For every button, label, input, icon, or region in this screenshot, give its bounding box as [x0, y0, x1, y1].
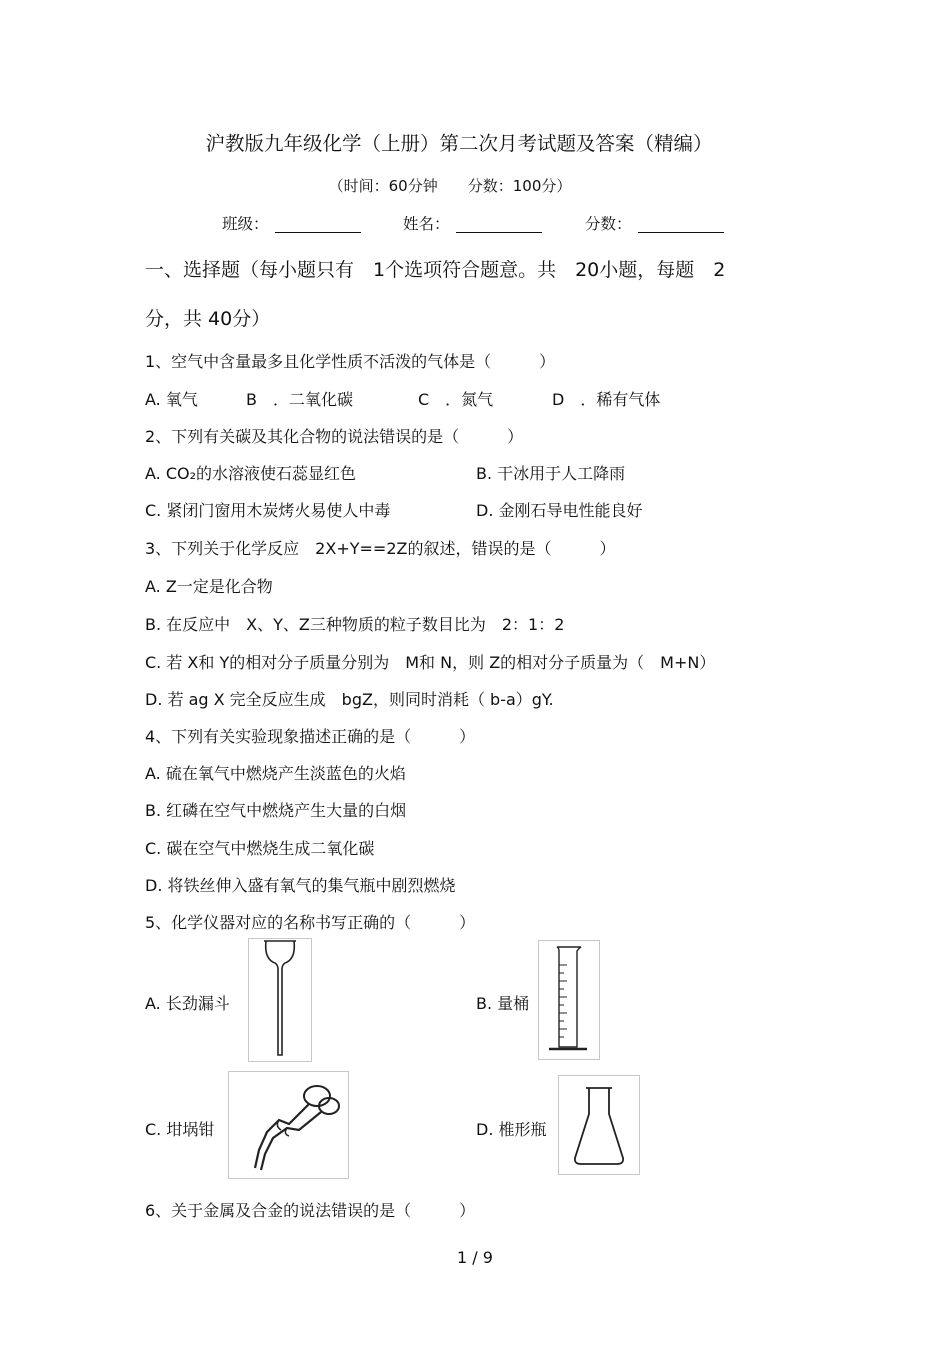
question-2-option-c: C. 紧闭门窗用木炭烤火易使人中毒 — [145, 501, 391, 520]
question-5-option-c: C. 坩埚钳 — [145, 1120, 215, 1139]
question-2-option-d: D. 金刚石导电性能良好 — [476, 501, 643, 520]
exam-time-score: （时间：60分钟 分数：100分） — [328, 177, 572, 195]
conical-flask-image — [558, 1075, 640, 1175]
name-label: 姓名： — [403, 215, 450, 233]
conical-flask-icon — [559, 1076, 639, 1174]
question-5-stem: 5、化学仪器对应的名称书写正确的（ ） — [145, 913, 476, 932]
score-field — [585, 212, 724, 234]
crucible-tongs-image — [228, 1071, 349, 1179]
question-4-option-c: C. 碳在空气中燃烧生成二氧化碳 — [145, 839, 375, 858]
section-heading-line2: 分，共 40分） — [145, 308, 271, 330]
question-4-stem: 4、下列有关实验现象描述正确的是（ ） — [145, 727, 476, 746]
question-1-stem: 1、空气中含量最多且化学性质不活泼的气体是（ ） — [145, 352, 556, 371]
question-5-option-a: A. 长劲漏斗 — [145, 994, 230, 1013]
question-3-option-d: D. 若 ag X 完全反应生成 bgZ，则同时消耗（ b-a）gY. — [145, 690, 554, 709]
score-label: 分数： — [585, 215, 632, 233]
question-2-option-b: B. 干冰用于人工降雨 — [476, 464, 626, 483]
question-1-option-d: D ．稀有气体 — [552, 390, 661, 409]
question-4-option-b: B. 红磷在空气中燃烧产生大量的白烟 — [145, 801, 407, 820]
question-5-option-d: D. 椎形瓶 — [476, 1120, 547, 1139]
question-1-option-a: A. 氧气 — [145, 390, 198, 409]
question-3-option-b: B. 在反应中 X、Y、Z三种物质的粒子数目比为 2：1：2 — [145, 615, 565, 634]
question-3-stem: 3、下列关于化学反应 2X+Y==2Z的叙述，错误的是（ ） — [145, 539, 616, 558]
question-4-option-a: A. 硫在氧气中燃烧产生淡蓝色的火焰 — [145, 764, 406, 783]
question-3-option-a: A. Z一定是化合物 — [145, 577, 273, 596]
question-3-option-c: C. 若 X和 Y的相对分子质量分别为 M和 N，则 Z的相对分子质量为（ M+N） — [145, 653, 716, 672]
question-4-option-d: D. 将铁丝伸入盛有氧气的集气瓶中剧烈燃烧 — [145, 876, 456, 895]
question-2-option-a: A. CO₂的水溶液使石蕊显红色 — [145, 464, 357, 483]
class-label: 班级： — [222, 215, 269, 233]
section-heading-line1: 一、选择题（每小题只有 1个选项符合题意。共 20小题，每题 2 — [145, 259, 726, 281]
question-5-option-b: B. 量桶 — [476, 994, 530, 1013]
crucible-tongs-icon — [229, 1072, 348, 1178]
graduated-cylinder-icon — [539, 941, 599, 1059]
class-field — [222, 212, 361, 234]
class-blank — [275, 216, 361, 233]
name-blank — [456, 216, 542, 233]
graduated-cylinder-image — [538, 940, 600, 1060]
funnel-icon — [249, 939, 311, 1061]
question-2-stem: 2、下列有关碳及其化合物的说法错误的是（ ） — [145, 427, 524, 446]
page-title: 沪教版九年级化学（上册）第二次月考试题及答案（精编） — [205, 132, 713, 155]
long-neck-funnel-image — [248, 938, 312, 1062]
page-number: 1 / 9 — [457, 1248, 493, 1267]
question-1-option-c: C ．氮气 — [418, 390, 494, 409]
question-1-option-b: B ．二氧化碳 — [246, 390, 353, 409]
score-blank — [638, 216, 724, 233]
name-field — [403, 212, 542, 234]
question-6-stem: 6、关于金属及合金的说法错误的是（ ） — [145, 1201, 476, 1220]
